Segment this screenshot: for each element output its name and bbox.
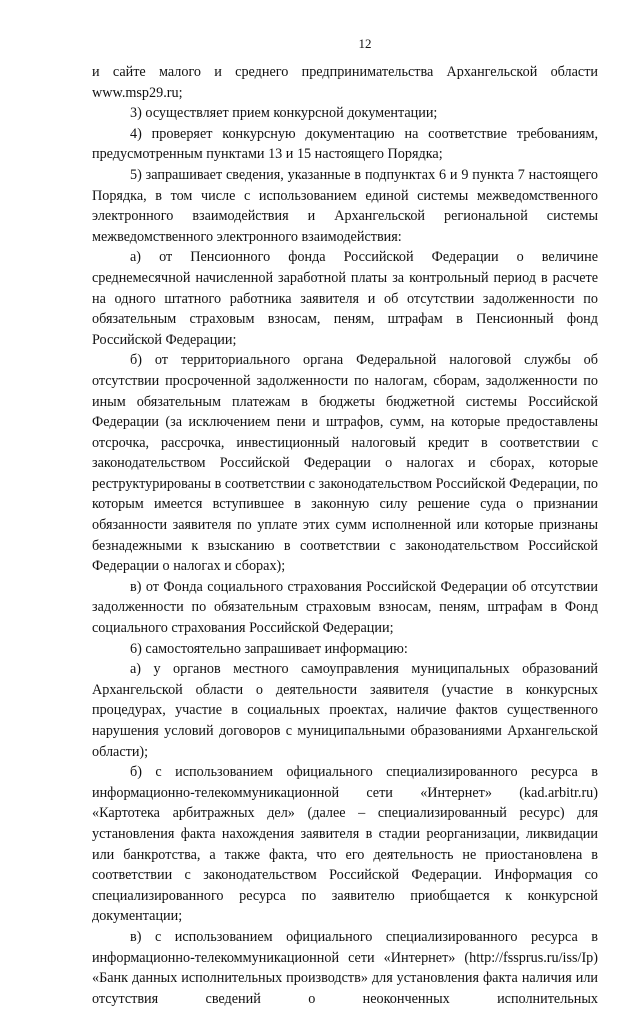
page-number: 12 bbox=[358, 36, 372, 51]
paragraph-item-6v: в) с использованием официального специализированного ресурса в информационно-телекоммуникационной сети «Интернет» (http://fssprus.ru/iss/Ip) «Банк данных исполнительных производств» для установления факта наличия или отсутствия сведений о неоконченных исполнительных bbox=[92, 928, 598, 1007]
paragraph-item-5b: б) от территориального органа Федеральной налоговой службы об отсутствии просроченной задолженности по налогам, сборам, задолженности по иным обязательным платежам в бюджеты бюджетной системы Российской Федерации (за исключением пени и штрафов, сумм, на которые предоставлены отсрочка, рассрочка, инвестиционный налоговый кредит в соответствии с законодательством Российской Федерации о налогах и сборах, которые реструктурированы в соответствии с законодательством Российской Федерации, по которым имеется вступившее в законную силу решение суда о признании обязанности заявителя по уплате этих сумм исполненной или которые признаны безнадежными к взысканию в соответствии с законодательством Российской Федерации о налогах и сборах); bbox=[92, 352, 598, 575]
paragraph-item-4: 4) проверяет конкурсную документацию на соответствие требованиям, предусмотренным пунктами 13 и 15 настоящего Порядка; bbox=[92, 125, 598, 163]
paragraph-item-5v: в) от Фонда социального страхования Российской Федерации об отсутствии задолженности по обязательным страховым взносам, пеням, штрафам в Фонд социального страхования Российской Федерации; bbox=[92, 578, 598, 637]
paragraph-item-6a: а) у органов местного самоуправления муниципальных образований Архангельской области о деятельности заявителя (участие в конкурсных процедурах, участие в социальных проектах, наличие фактов существенного нарушения условий договоров с муниципальными образованиями Архангельской области); bbox=[92, 661, 598, 760]
paragraph-item-5: 5) запрашивает сведения, указанные в подпунктах 6 и 9 пункта 7 настоящего Порядка, в том числе с использованием единой системы межведомственного электронного взаимодействия и Архангельской региональной системы межведомственного электронного взаимодействия: bbox=[92, 166, 598, 245]
paragraph-continuation: и сайте малого и среднего предпринимательства Архангельской области www.msp29.ru; bbox=[92, 64, 598, 101]
document-body bbox=[92, 62, 598, 1009]
paragraph-item-6: 6) самостоятельно запрашивает информацию: bbox=[130, 640, 408, 657]
paragraph-item-6b: б) с использованием официального специализированного ресурса в информационно-телекоммуникационной сети «Интернет» (kad.arbitr.ru) «Картотека арбитражных дел» (далее – специализированный ресурс) для установления факта нахождения заявителя в стадии реорганизации, ликвидации или банкротства, а также факта, что его деятельность не приостановлена в соответствии с законодательством Российской Федерации. Информация со специализированного ресурса по заявителю приобщается к конкурсной документации; bbox=[92, 764, 598, 925]
paragraph-item-3: 3) осуществляет прием конкурсной документации; bbox=[130, 105, 438, 122]
paragraph-item-5a: а) от Пенсионного фонда Российской Федерации о величине среднемесячной начисленной заработной платы за контрольный период в расчете на одного штатного работника заявителя и об отсутствии задолженности по обязательным страховым взносам, пеням, штрафам в Пенсионный фонд Российской Федерации; bbox=[92, 249, 598, 348]
